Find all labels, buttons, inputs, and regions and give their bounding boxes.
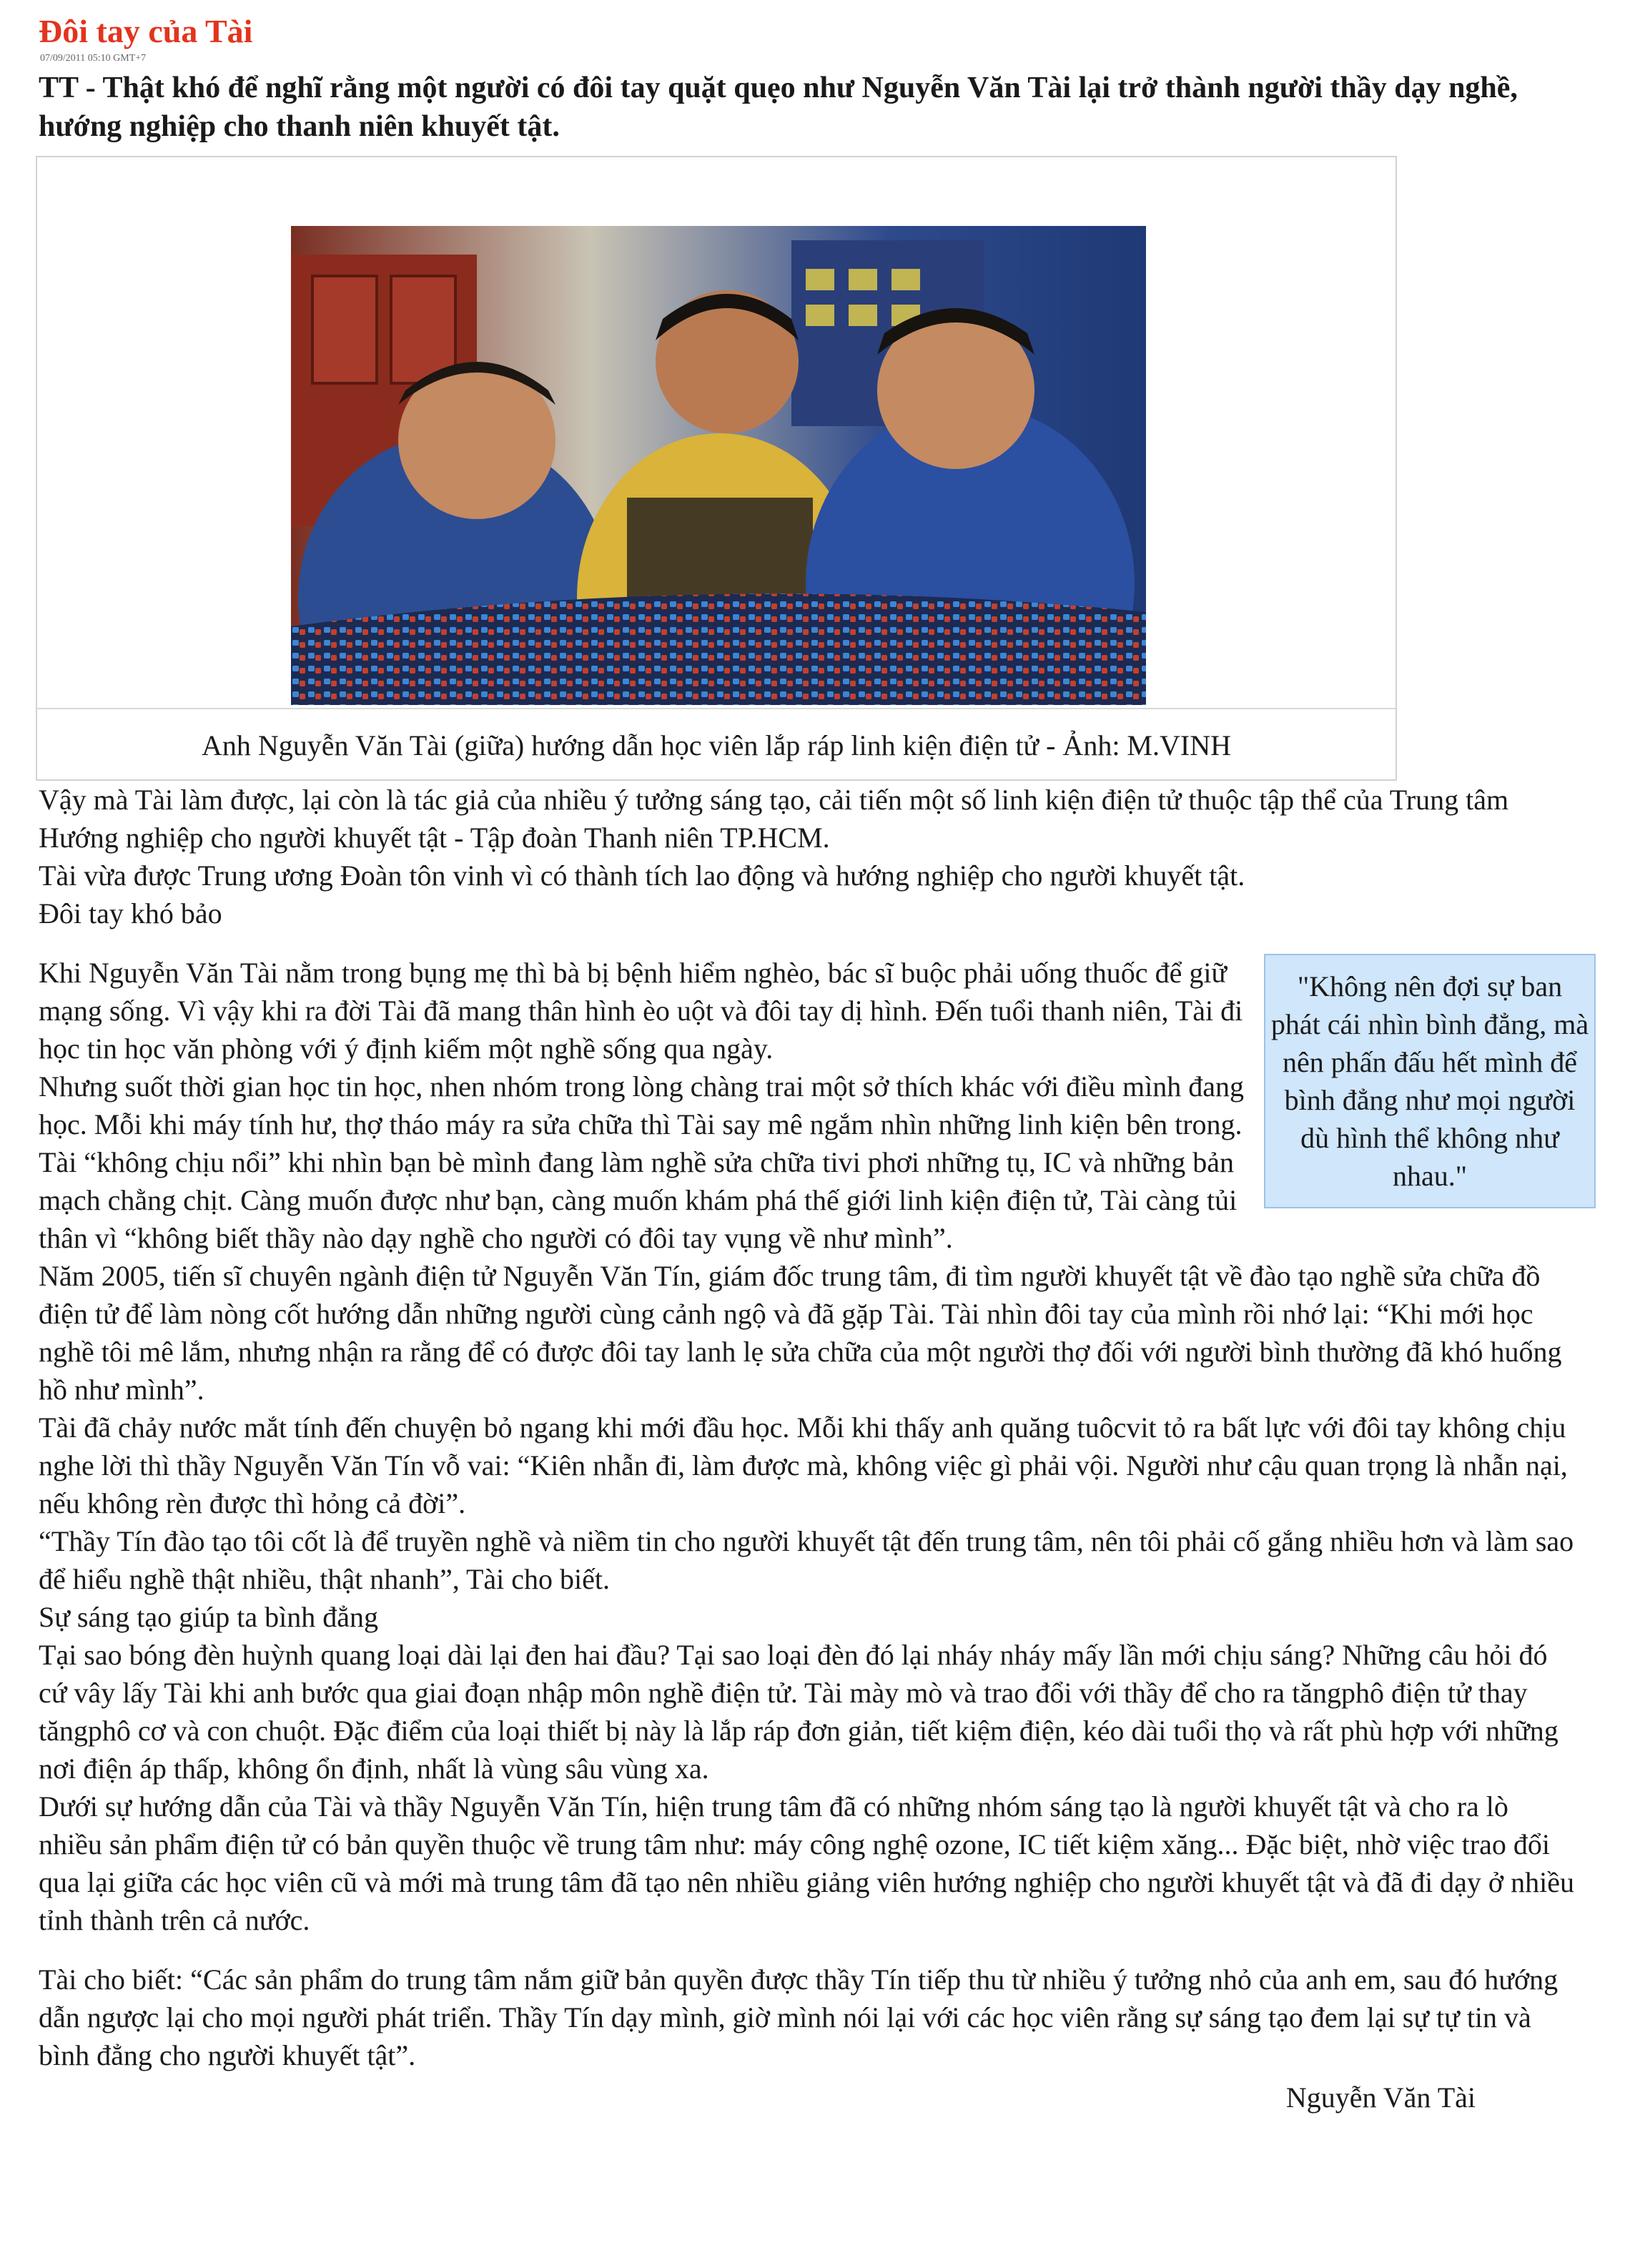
paragraph: Tài đã chảy nước mắt tính đến chuyện bỏ ngang khi mới đầu học. Mỗi khi thấy anh quăng tuôcvit tỏ ra bất lực với đôi tay không chịu nghe lời thì thầy Nguyễn Văn Tín vỗ vai: “Kiên nhẫn đi, làm được mà, không việc gì phải vội. Người như cậu quan trọng là nhẫn nại, nếu không rèn được thì hỏng cả đời”.: [39, 1411, 1568, 1519]
paragraph: “Thầy Tín đào tạo tôi cốt là để truyền nghề và niềm tin cho người khuyết tật đến trung tâm, nên tôi phải cố gắng nhiều hơn và làm sao để hiểu nghề thật nhiều, thật nhanh”, Tài cho biết.: [39, 1525, 1574, 1595]
article-lead: TT - Thật khó để nghĩ rằng một người có đôi tay quặt quẹo như Nguyễn Văn Tài lại trở thành người thầy dạy nghề, hướng nghiệp cho thanh niên khuyết tật.: [39, 72, 1518, 143]
paragraph: Dưới sự hướng dẫn của Tài và thầy Nguyễn Văn Tín, hiện trung tâm đã có những nhóm sáng tạo là người khuyết tật và cho ra lò nhiều sản phẩm điện tử có bản quyền thuộc về trung tâm như: máy công nghệ ozone, IC tiết kiệm xăng... Đặc biệt, nhờ việc trao đổi qua lại giữa các học viên cũ và mới mà trung tâm đã tạo nên nhiều giảng viên hướng nghiệp cho người khuyết tật và đã đi dạy ở nhiều tỉnh thành trên cả nước.: [39, 1790, 1574, 1936]
intro-paragraph: Vậy mà Tài làm được, lại còn là tác giả của nhiều ý tưởng sáng tạo, cải tiến một số linh kiện điện tử thuộc tập thể của Trung tâm Hướng nghiệp cho người khuyết tật - Tập đoàn Thanh niên TP.HCM.: [39, 784, 1509, 854]
pull-quote-text: "Không nên đợi sự ban phát cái nhìn bình đẳng, mà nên phấn đấu hết mình để bình đẳng như mọi người dù hình thể không như nhau.": [1270, 970, 1589, 1192]
article-title: Đôi tay của Tài: [39, 13, 253, 49]
paragraph: Năm 2005, tiến sĩ chuyên ngành điện tử Nguyễn Văn Tín, giám đốc trung tâm, đi tìm người khuyết tật về đào tạo nghề sửa chữa đồ điện tử để làm nòng cốt hướng dẫn những người cùng cảnh ngộ và đã gặp Tài. Tài nhìn đôi tay của mình rồi nhớ lại: “Khi mới học nghề tôi mê lắm, nhưng nhận ra rằng để có được đôi tay lanh lẹ sửa chữa của một người thợ đối với người bình thường đã khó huống hồ như mình”.: [39, 1260, 1562, 1406]
paragraph: Khi Nguyễn Văn Tài nằm trong bụng mẹ thì bà bị bệnh hiểm nghèo, bác sĩ buộc phải uống thuốc để giữ mạng sống. Vì vậy khi ra đời Tài đã mang thân hình èo uột và đôi tay dị hình. Đến tuổi thanh niên, Tài đi học tin học văn phòng với ý định kiếm một nghề sống qua ngày.: [39, 957, 1243, 1065]
article: [39, 10, 1589, 2116]
closing-paragraph: Tài cho biết: “Các sản phẩm do trung tâm nắm giữ bản quyền được thầy Tín tiếp thu từ nhiều ý tưởng nhỏ của anh em, sau đó hướng dẫn ngược lại cho mọi người phát triển. Thầy Tín dạy mình, giờ mình nói lại với các học viên rằng sự sáng tạo đem lại sự tự tin và bình đẳng cho người khuyết tật”.: [39, 1963, 1559, 2071]
photo-illustration: [291, 226, 1146, 705]
author-name: Nguyễn Văn Tài: [1285, 2081, 1476, 2114]
dateline: 07/09/2011 05:10 GMT+7: [40, 53, 147, 64]
article-body: [39, 781, 1589, 2116]
article-photo: [291, 226, 1146, 705]
photo-figure: [36, 156, 1397, 781]
subheading: Đôi tay khó bảo: [39, 897, 222, 930]
section-body: [39, 954, 1589, 1939]
caption-row: [37, 708, 1396, 782]
pull-quote: [1264, 954, 1596, 1208]
subheading: Sự sáng tạo giúp ta bình đẳng: [39, 1601, 378, 1633]
paragraph: Nhưng suốt thời gian học tin học, nhen nhóm trong lòng chàng trai một sở thích khác với điều mình đang học. Mỗi khi máy tính hư, thợ tháo máy ra sửa chữa thì Tài say mê ngắm nhìn những linh kiện bên trong. Tài “không chịu nổi” khi nhìn bạn bè mình đang làm nghề sửa chữa tivi phơi những tụ, IC và những bản mạch chằng chịt. Càng muốn được như bạn, càng muốn khám phá thế giới linh kiện điện tử, Tài càng tủi thân vì “không biết thầy nào dạy nghề cho người có đôi tay vụng về như mình”.: [39, 1070, 1244, 1254]
paragraph: Tại sao bóng đèn huỳnh quang loại dài lại đen hai đầu? Tại sao loại đèn đó lại nháy nháy mấy lần mới chịu sáng? Những câu hỏi đó cứ vây lấy Tài khi anh bước qua giai đoạn nhập môn nghề điện tử. Tài mày mò và trao đổi với thầy để cho ra tăngphô điện tử thay tăngphô cơ và con chuột. Đặc điểm của loại thiết bị này là lắp ráp đơn giản, tiết kiệm điện, kéo dài tuổi thọ và rất phù hợp với những nơi điện áp thấp, không ổn định, nhất là vùng sâu vùng xa.: [39, 1639, 1559, 1785]
photo-caption: Anh Nguyễn Văn Tài (giữa) hướng dẫn học viên lắp ráp linh kiện điện tử - Ảnh: M.VINH: [202, 729, 1231, 761]
intro-paragraph: Tài vừa được Trung ương Đoàn tôn vinh vì có thành tích lao động và hướng nghiệp cho người khuyết tật.: [39, 859, 1245, 892]
